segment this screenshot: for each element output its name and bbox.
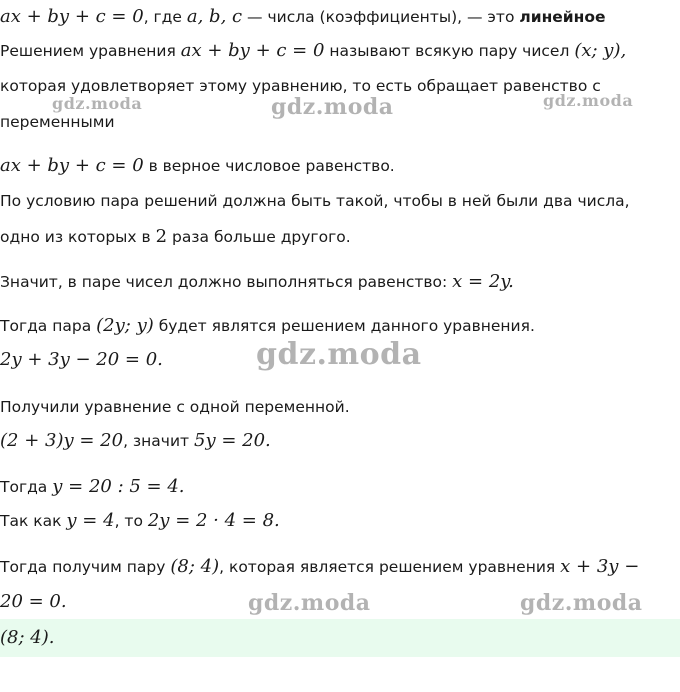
math-formula: x + 3y − xyxy=(560,556,640,577)
watermark: gdz.moda xyxy=(543,91,634,110)
math-formula: y = 20 : 5 = 4. xyxy=(52,476,185,497)
text-line-13 xyxy=(0,476,185,498)
text-line-15 xyxy=(0,556,639,578)
answer-highlight xyxy=(0,619,680,657)
text-line-6 xyxy=(0,190,630,212)
text-fragment: в верное числовое равенство. xyxy=(143,157,395,175)
text-line-8 xyxy=(0,271,514,293)
text-fragment: По условию пара решений должна быть такой, чтобы в ней были два числа, xyxy=(0,192,630,210)
math-formula: (8; 4) xyxy=(170,556,220,577)
answer-formula: (8; 4). xyxy=(0,627,55,648)
text-fragment: Тогда получим пару xyxy=(0,558,171,576)
text-fragment: , значит xyxy=(123,432,194,450)
watermark: gdz.moda xyxy=(52,94,143,113)
text-fragment: называют всякую пару чисел xyxy=(324,42,575,60)
text-line-14 xyxy=(0,510,280,532)
text-fragment: переменными xyxy=(0,113,115,131)
text-fragment: Так как xyxy=(0,512,67,530)
text-line-9 xyxy=(0,315,535,337)
math-formula: 2 xyxy=(155,226,168,247)
text-fragment: , где xyxy=(143,8,187,26)
text-fragment: Получили уравнение с одной переменной. xyxy=(0,398,350,416)
math-formula: 2y + 3y − 20 = 0. xyxy=(0,349,163,370)
answer-text xyxy=(0,627,54,649)
math-formula: 20 = 0. xyxy=(0,591,67,612)
text-fragment: одно из которых в xyxy=(0,228,156,246)
text-line-4 xyxy=(0,111,115,133)
math-formula: y = 4 xyxy=(66,510,115,531)
text-line-7 xyxy=(0,226,351,248)
math-formula: ax + by + c = 0 xyxy=(0,155,144,176)
text-line-11 xyxy=(0,396,350,418)
math-formula: x = 2y. xyxy=(452,271,514,292)
text-fragment: , которая является решением уравнения xyxy=(219,558,561,576)
math-formula: 5y = 20. xyxy=(194,430,271,451)
math-formula: ax + by + c = 0 xyxy=(180,40,325,61)
text-fragment: которая удовлетворяет этому уравнению, то есть обращает равенство с xyxy=(0,77,601,95)
watermark: gdz.moda xyxy=(271,94,394,120)
text-fragment: Значит, в паре чисел должно выполняться равенство: xyxy=(0,273,453,291)
text-fragment: раза больше другого. xyxy=(167,228,351,246)
math-formula: (x; y), xyxy=(574,40,627,61)
text-line-2 xyxy=(0,40,626,62)
text-fragment: , то xyxy=(114,512,148,530)
text-line-5 xyxy=(0,155,395,177)
text-fragment: будет являтся решением данного уравнения. xyxy=(153,317,535,335)
text-line-1 xyxy=(0,6,606,28)
watermark: gdz.moda xyxy=(256,337,422,372)
text-fragment: Решением уравнения xyxy=(0,42,181,60)
math-formula: ax + by + c = 0 xyxy=(0,6,144,27)
watermark: gdz.moda xyxy=(248,590,371,616)
bold-term: линейное xyxy=(519,8,606,26)
text-line-16 xyxy=(0,591,67,613)
text-line-10 xyxy=(0,349,163,371)
text-fragment: — числа (коэффициенты), — это xyxy=(242,8,520,26)
math-formula: 2y = 2 · 4 = 8. xyxy=(147,510,280,531)
text-fragment: Тогда xyxy=(0,478,53,496)
text-line-12 xyxy=(0,430,271,452)
text-fragment: Тогда пара xyxy=(0,317,97,335)
math-formula: (2y; y) xyxy=(96,315,154,336)
watermark: gdz.moda xyxy=(520,590,643,616)
math-formula: a, b, c xyxy=(186,6,243,27)
math-formula: (2 + 3)y = 20 xyxy=(0,430,124,451)
